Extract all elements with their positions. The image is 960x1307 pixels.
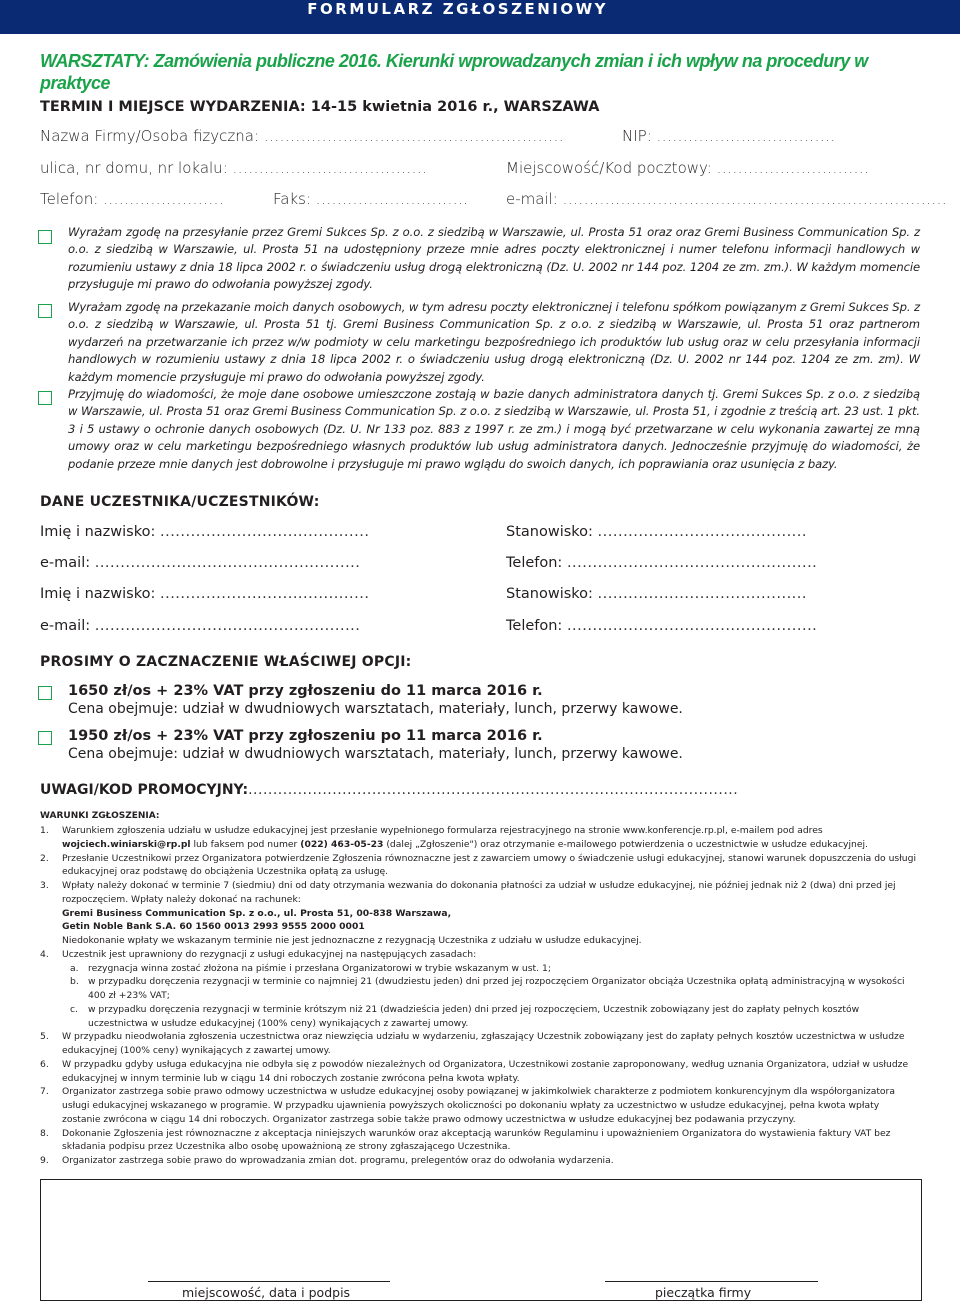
header-banner [0, 0, 960, 34]
company-name-label: Nazwa Firmy/Osoba fizyczna: [40, 127, 260, 145]
company-phone-field[interactable]: Telefon: ....................... [40, 190, 225, 208]
form-title: FORMULARZ ZGŁOSZENIOWY [307, 0, 608, 18]
company-email-field[interactable]: e-mail: ......................................................................... [506, 190, 948, 208]
street-field[interactable]: ulica, nr domu, nr lokalu: ..................................... [40, 159, 428, 177]
participant-1-position-field[interactable]: Stanowisko: ......................................... [506, 524, 808, 540]
remark-item: 3. Wpłaty należy dokonać w terminie 7 (siedmiu) dni od daty otrzymania wezwania do dokonania płatności za udział w usłudze edukacyjnej, nie później jednak niż 2 (dwa) dni przed jej rozpoczęciem. Wpłaty należy dokonać na rachunek: Gremi Business Communication Sp. z o.o., ul. Prosta 51, 00-838 Warszawa, Getin Noble Bank S.A. 60 1560 0013 2993 9555 2000 0001 Niedokonanie wpłaty we wskazanym terminie nie jest jednoznaczne z rezygnacją Uczestnika z udziału w usłudze edukacyjnej. [40, 880, 896, 946]
nip-field[interactable]: NIP: .................................. [622, 127, 836, 145]
option-2-desc: Cena obejmuje: udział w dwudniowych warsztatach, materiały, lunch, przerwy kawowe. [68, 746, 683, 762]
option-1 [68, 682, 683, 718]
bank-account: Getin Noble Bank S.A. 60 1560 0013 2993 9555 2000 0001 [62, 921, 365, 933]
participant-1-email-field[interactable]: e-mail: .................................................... [40, 555, 361, 571]
consent-2-text: Wyrażam zgodę na przekazanie moich danych osobowych, w tym adresu poczty elektronicznej i telefonu spółkom powiązanym z Gremi Sukces Sp. z o.o. z siedzibą w Warszawie, ul. Prosta 51 tj. Gremi Business Communication Sp. z o.o. z siedzibą w Warszawie, ul. Prosta 51 oraz partnerom wydarzeń na przetwarzanie ich przez w/w podmioty w celu marketingu bezpośredniego ich produktów lub usług oraz w celu przesyłania informacji handlowych w rozumieniu ustawy z dnia 18 lipca 2002 r. o świadczeniu usług drogą elektroniczną (Dz. U. 2002 nr 144 poz. 1204 ze zm. zm). W każdym momencie przysługuje mi prawo do odwołania powyższej zgody. [68, 300, 920, 384]
remark-item: 6. W przypadku gdyby usługa edukacyjna nie odbyła się z powodów niezależnych od Organizatora, Uczestnikowi zostanie zaproponowany, według uznania Organizatora, udział w usłudze edukacyjnej w innym terminie lub w ciągu 14 dni roboczych zostanie zwrócona pełna kwota wpłaty. [40, 1058, 909, 1084]
consent-2-checkbox[interactable] [38, 304, 52, 318]
option-1-checkbox[interactable] [38, 686, 52, 700]
street-label: ulica, nr domu, nr lokalu: [40, 159, 228, 177]
remark-item: 7. Organizator zastrzega sobie prawo odmowy uczestnictwa w usłudze edukacyjnej osoby powiązanej w jakimkolwiek charakterze z podmiotem konkurencyjnym dla współorganizatora usługi edukacyjnej wskazanego w programie. W przypadku ujawnienia powyższych okoliczności po dokonaniu wpłaty za uczestnictwo w usłudze edukacyjnej, pełna kwota wpłaty zostanie zwrócona w ciągu 14 dni roboczych. Organizator zastrzega sobie także prawo odmowy uczestnictwa w usłudze edukacyjnej bez podawania przyczyny. [40, 1086, 895, 1125]
remark-item: 9. Organizator zastrzega sobie prawo do wprowadzania zmian dot. programu, prelegentów oraz do odwołania wydarzenia. [40, 1155, 614, 1166]
option-2-checkbox[interactable] [38, 731, 52, 745]
option-2 [68, 727, 683, 763]
participant-1-email-label: e-mail: [40, 555, 91, 571]
city-label: Miejscowość/Kod pocztowy: [506, 159, 712, 177]
remark-subitem: b. w przypadku doręczenia rezygnacji w terminie co najmniej 21 (dwudziestu jeden) dni przed jej rozpoczęciem Organizator obciąża Uczestnika opłatą administracyjną w wysokości 400 zł +23% VAT; [70, 976, 905, 1001]
participant-1-position-label: Stanowisko: [506, 524, 593, 540]
nip-label: NIP: [622, 127, 652, 145]
participant-2-name-label: Imię i nazwisko: [40, 586, 156, 602]
participant-1-phone-label: Telefon: [506, 555, 563, 571]
remark-subitem: a. rezygnacja winna zostać złożona na piśmie i przesłana Organizatorowi w trybie wskazanym w ust. 1; [70, 962, 551, 974]
participant-1-phone-field[interactable]: Telefon: ................................................. [506, 555, 818, 571]
participant-2-phone-field[interactable]: Telefon: ................................................. [506, 618, 818, 634]
event-date-place: TERMIN I MIEJSCE WYDARZENIA: 14-15 kwietnia 2016 r., WARSZAWA [40, 99, 600, 115]
remark-subitem: c. w przypadku doręczenia rezygnacji w terminie krótszym niż 21 (dwadzieścia jeden) dni przed jej rozpoczęciem, Uczestnik zobowiązany jest do zapłaty pełnych kosztów uczestnictwa w usłudze edukacyjnej (100% ceny) wynikających z zawartej umowy. [70, 1003, 860, 1029]
option-1-desc: Cena obejmuje: udział w dwudniowych warsztatach, materiały, lunch, przerwy kawowe. [68, 701, 683, 717]
place-date-signature-label: miejscowość, data i podpis [182, 1285, 351, 1300]
company-name-field[interactable]: Nazwa Firmy/Osoba fizyczna: ......................................................... [40, 127, 565, 145]
contact-fax: (022) 463-05-23 [300, 838, 384, 850]
remarks-list [40, 824, 920, 1168]
remark-item: 5. W przypadku nieodwołania zgłoszenia uczestnictwa oraz niewzięcia udziału w wydarzeniu, zgłaszający Uczestnik zobowiązany jest do zapłaty pełnych kosztów uczestnictwa w usłudze edukacyjnej (100% ceny) wynikających z zawartej umowy. [40, 1031, 905, 1056]
remark-item: 4. Uczestnik jest uprawniony do rezygnacji z usługi edukacyjnej na następujących zasadach: [40, 948, 477, 960]
participant-1-name-field[interactable]: Imię i nazwisko: ......................................... [40, 524, 370, 540]
option-2-price: 1950 zł/os + 23% VAT przy zgłoszeniu po 11 marca 2016 r. [68, 728, 543, 744]
remark-item: 2. Przesłanie Uczestnikowi przez Organizatora potwierdzenie Zgłoszenia równoznaczne jest z zawarciem umowy o świadczenie usługi edukacyjnej, stanowi warunek dopuszczenia do usługi edukacyjnej oraz podstawę do obciążenia Uczestnika opłatą za usługę. [40, 852, 917, 878]
participant-1-name-label: Imię i nazwisko: [40, 524, 156, 540]
remarks-title: WARUNKI ZGŁOSZENIA: [40, 811, 160, 821]
options-heading: PROSIMY O ZACZNACZENIE WŁAŚCIWEJ OPCJI: [40, 654, 412, 670]
participant-2-position-field[interactable]: Stanowisko: ......................................... [506, 586, 808, 602]
fax-label: Faks: [273, 190, 311, 208]
fax-field[interactable]: Faks: ............................. [273, 190, 469, 208]
option-1-price: 1650 zł/os + 23% VAT przy zgłoszeniu do 11 marca 2016 r. [68, 683, 543, 699]
consent-3-text: Przyjmuję do wiadomości, że moje dane osobowe umieszczone zostają w bazie danych administratora danych tj. Gremi Sukces Sp. z o.o. z siedzibą w Warszawie, ul. Prosta 51 oraz Gremi Business Communication Sp. z o.o. z siedzibą w Warszawie, ul. Prosta 51, i zgodnie z treścią art. 23 ust. 1 pkt. 3 i 5 ustawy o ochronie danych osobowych (Dz. U. Nr 133 poz. 883 z 1997 r. ze zm.) i mogą być przetwarzane w celu wykonania zawartej ze mną umowy oraz w celu marketingu bezpośredniego własnych produktów lub usług administratora danych. Jednocześnie przyjmuję do wiadomości, że podanie przeze mnie danych jest dobrowolne i przysługuje mi prawo wglądu do swoich danych, ich poprawiania oraz usunięcia z bazy. [68, 387, 921, 471]
workshop-title: WARSZTATY: Zamówienia publiczne 2016. Kierunki wprowadzanych zmian i ich wpływ na procedury w praktyce [40, 50, 868, 93]
contact-email: wojciech.winiarski@rp.pl [62, 838, 191, 850]
city-field[interactable]: Miejscowość/Kod pocztowy: ............................. [506, 159, 870, 177]
participant-2-phone-label: Telefon: [506, 618, 563, 634]
remark-item: 8. Dokonanie Zgłoszenia jest równoznaczne z akceptacja niniejszych warunków oraz akceptacją warunków Regulaminu i upoważnieniem Organizatora do wystawienia faktury VAT bez składania podpisu przez Uczestnika albo osobę upoważnioną ze strony zgłaszającego Uczestnika. [40, 1127, 891, 1153]
remark-item: 1. Warunkiem zgłoszenia udziału w usłudze edukacyjnej jest przesłanie wypełnionego formularza rejestracyjnego na stronie www.konferencje.rp.pl, e-mailem pod adres wojciech.winiarski@rp.pl lub faksem pod numer (022) 463-05-23 (dalej „Zgłoszenie") oraz otrzymanie e-mailowego potwierdzenia o uczestnictwie w usłudze edukacyjnej. [40, 825, 868, 850]
participant-2-email-field[interactable]: e-mail: .................................................... [40, 618, 361, 634]
consent-3-checkbox[interactable] [38, 391, 52, 405]
signature-line [148, 1281, 390, 1282]
company-phone-label: Telefon: [40, 190, 99, 208]
participants-heading: DANE UCZESTNIKA/UCZESTNIKÓW: [40, 494, 320, 510]
signature-box[interactable] [40, 1179, 922, 1301]
consent-1-checkbox[interactable] [38, 230, 52, 244]
participant-2-email-label: e-mail: [40, 618, 91, 634]
stamp-line [605, 1281, 818, 1282]
company-email-label: e-mail: [506, 190, 558, 208]
promo-code-field[interactable]: UWAGI/KOD PROMOCYJNY:................................................................................................... [40, 782, 739, 798]
participant-2-position-label: Stanowisko: [506, 586, 593, 602]
bank-company: Gremi Business Communication Sp. z o.o., ul. Prosta 51, 00-838 Warszawa, [62, 907, 452, 919]
promo-code-label: UWAGI/KOD PROMOCYJNY: [40, 782, 249, 798]
company-stamp-label: pieczątka firmy [655, 1285, 752, 1300]
participant-2-name-field[interactable]: Imię i nazwisko: ......................................... [40, 586, 370, 602]
consent-1-text: Wyrażam zgodę na przesyłanie przez Gremi Sukces Sp. z o.o. z siedzibą w Warszawie, ul. Prosta 51 oraz oraz Gremi Business Communication Sp. z o.o. z siedzibą w Warszawie, ul. Prosta 51 na udostępniony przeze mnie adres poczty elektronicznej i numer telefonu informacji handlowych w rozumieniu ustawy z dnia 18 lipca 2002 r. o świadczeniu usług drogą elektroniczną (Dz. U. 2002 nr 144 poz. 1204 ze zm. zm.). W każdym momencie przysługuje mi prawo do odwołania powyższej zgody. [68, 225, 920, 292]
